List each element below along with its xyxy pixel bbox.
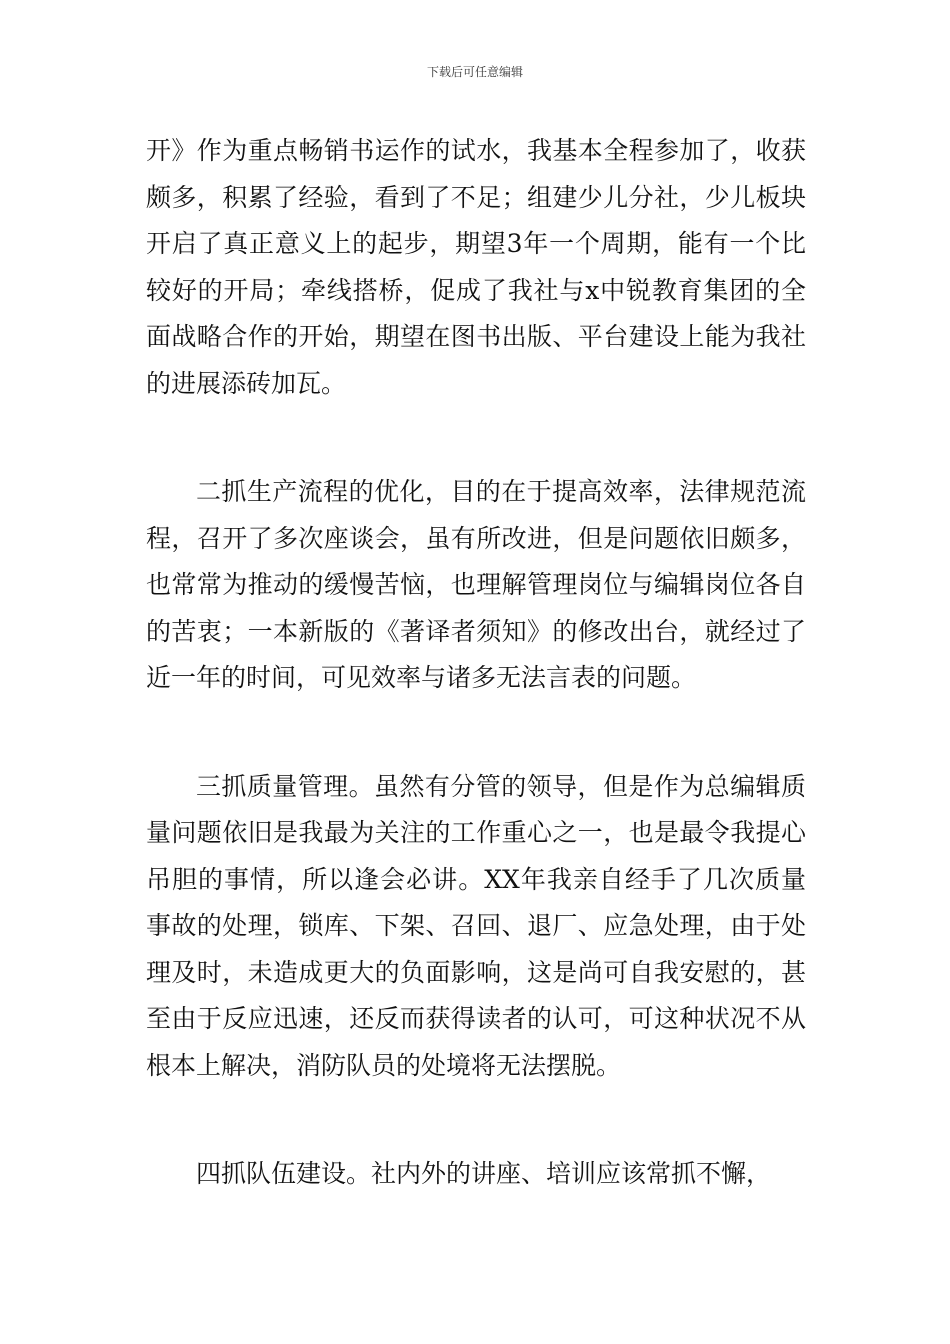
document-body <box>146 128 806 1198</box>
paragraph-production-process: 二抓生产流程的优化，目的在于提高效率，法律规范流程，召开了多次座谈会，虽有所改进，但是问题依旧颇多，也常常为推动的缓慢苦恼，也理解管理岗位与编辑岗位各自的苦衷；一本新版的《著译者须知》的修改出台，就经过了近一年的时间，可见效率与诸多无法言表的问题。 <box>146 477 806 692</box>
paragraph-team-building: 四抓队伍建设。社内外的讲座、培训应该常抓不懈， <box>196 1159 772 1188</box>
paragraph-quality-management: 三抓质量管理。虽然有分管的领导，但是作为总编辑质量问题依旧是我最为关注的工作重心之一，也是最令我提心吊胆的事情，所以逢会必讲。XX年我亲自经手了几次质量事故的处理，锁库、下架、召回、退厂、应急处理，由于处理及时，未造成更大的负面影响，这是尚可自我安慰的，甚至由于反应迅速，还反而获得读者的认可，可这种状况不从根本上解决，消防队员的处境将无法摆脱。 <box>146 771 806 1080</box>
paragraph-continuation: 开》作为重点畅销书运作的试水，我基本全程参加了，收获颇多，积累了经验，看到了不足；组建少儿分社，少儿板块开启了真正意义上的起步，期望3年一个周期，能有一个比较好的开局；牵线搭桥，促成了我社与x中锐教育集团的全面战略合作的开始，期望在图书出版、平台建设上能为我社的进展添砖加瓦。 <box>146 136 806 398</box>
page-header: 下载后可任意编辑 <box>426 65 523 79</box>
